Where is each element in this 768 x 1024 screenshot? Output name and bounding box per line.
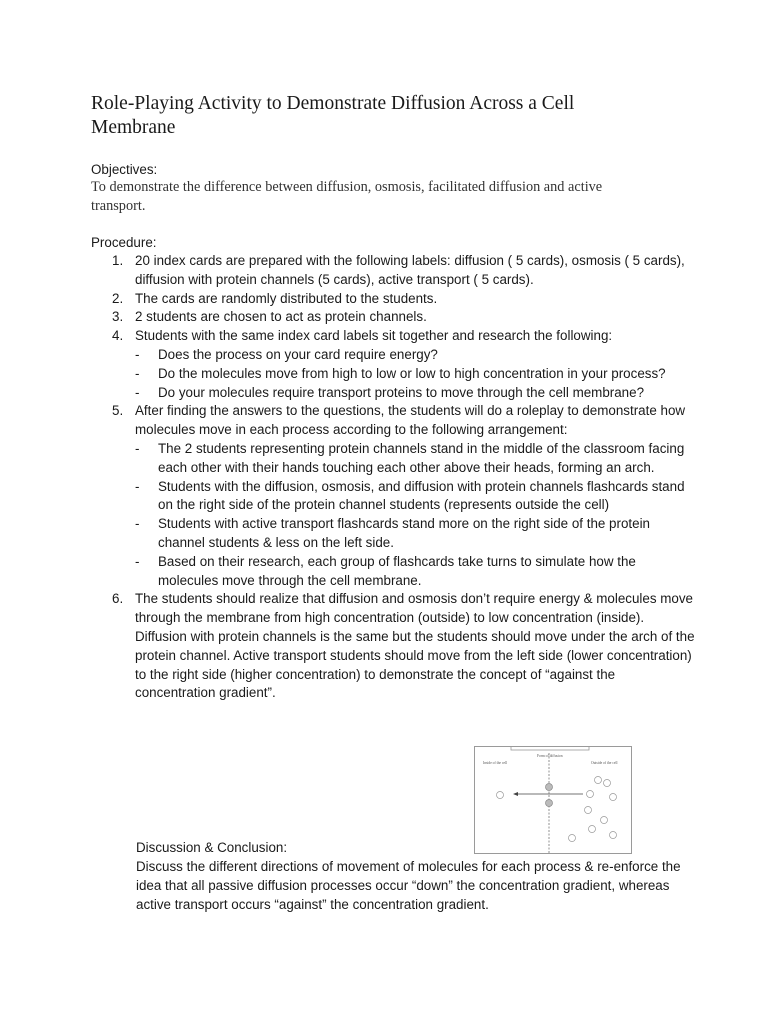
molecule bbox=[589, 826, 596, 833]
sub-list bbox=[135, 440, 691, 590]
sub-item-text: Do the molecules move from high to low or low to high concentration in your process? bbox=[158, 365, 666, 381]
molecule bbox=[604, 780, 611, 787]
step-text: 2 students are chosen to act as protein channels. bbox=[135, 309, 427, 325]
dash-bullet: - bbox=[135, 365, 140, 381]
discussion-text: Discuss the different directions of movement of molecules for each process & re-enforce the idea that all passive diffusion processes occur “down” the concentration gradient, whereas active transport occurs “against” the concentration gradient. bbox=[136, 859, 681, 912]
movement-arrowhead-icon bbox=[513, 792, 518, 796]
sub-item-text: Students with the diffusion, osmosis, and diffusion with protein channels flashcards stand on the right side of the protein channel students (represents outside the cell) bbox=[158, 478, 685, 513]
sub-list bbox=[135, 346, 691, 402]
objectives-text: To demonstrate the difference between diffusion, osmosis, facilitated diffusion and active transport. bbox=[91, 179, 603, 214]
procedure-step-6 bbox=[91, 590, 695, 703]
sub-item-text: Does the process on your card require energy? bbox=[158, 346, 438, 362]
dash-bullet: - bbox=[135, 516, 140, 532]
step-text: Students with the same index card labels sit together and research the following: bbox=[135, 328, 613, 344]
procedure-step-4 bbox=[91, 327, 691, 402]
sub-item-text: Based on their research, each group of flashcards take turns to simulate how the molecules move through the cell membrane. bbox=[158, 553, 636, 588]
step-number: 3. bbox=[112, 309, 124, 325]
molecule-inside bbox=[497, 792, 504, 799]
document-title: Role-Playing Activity to Demonstrate Diffusion Across a Cell Membrane bbox=[91, 93, 575, 138]
protein-channel-top bbox=[546, 784, 553, 791]
sub-item bbox=[135, 553, 691, 591]
protein-channel-bottom bbox=[546, 800, 553, 807]
molecule bbox=[610, 832, 617, 839]
dash-bullet: - bbox=[135, 553, 140, 569]
step-number: 1. bbox=[112, 253, 124, 268]
procedure-step-3 bbox=[91, 308, 691, 327]
sub-item bbox=[135, 478, 691, 516]
sub-item-text: The 2 students representing protein channels stand in the middle of the classroom facing each other with their hands touching each other above their heads, forming an arch. bbox=[158, 440, 685, 475]
step-number: 6. bbox=[112, 591, 124, 607]
step-text: The students should realize that diffusion and osmosis don’t require energy & molecules move through the membrane from high concentration (outside) to low concentration (inside). Diffusion with protein channels is the same but the students should move under the arch of the protein channel. Active transport students should move from the left side (lower concentration) to the right side (higher concentration) to demonstrate the concept of “against the concentration gradient”. bbox=[135, 591, 695, 701]
molecule bbox=[569, 835, 576, 842]
diagram-top-tab bbox=[511, 747, 589, 750]
discussion-label: Discussion & Conclusion: bbox=[136, 840, 288, 855]
procedure-label: Procedure: bbox=[91, 235, 157, 250]
dash-bullet: - bbox=[135, 384, 140, 400]
sub-item bbox=[135, 365, 691, 384]
diagram-outside-label: Outside of the cell bbox=[591, 761, 618, 765]
procedure-step-2 bbox=[91, 290, 691, 309]
membrane-diagram bbox=[474, 746, 632, 854]
procedure-step-1 bbox=[91, 252, 691, 290]
step-text: 20 index cards are prepared with the following labels: diffusion ( 5 cards), osmosis ( 5 cards), diffusion with protein channels (5 cards), active transport ( 5 cards). bbox=[135, 253, 685, 287]
sub-item-text: Do your molecules require transport proteins to move through the cell membrane? bbox=[158, 384, 645, 400]
sub-item bbox=[135, 346, 691, 365]
procedure-steps bbox=[91, 252, 695, 703]
diagram-inside-label: Inside of the cell bbox=[483, 761, 508, 765]
membrane-diagram-svg bbox=[475, 747, 631, 853]
step-number: 2. bbox=[112, 290, 124, 306]
procedure-step-5 bbox=[91, 402, 691, 590]
sub-item-text: Students with active transport flashcards stand more on the right side of the protein channel students & less on the left side. bbox=[158, 516, 651, 550]
molecule bbox=[610, 794, 617, 801]
step-number: 5. bbox=[112, 403, 124, 419]
dash-bullet: - bbox=[135, 346, 140, 362]
molecule bbox=[595, 777, 602, 784]
dash-bullet: - bbox=[135, 440, 140, 456]
objectives-label: Objectives: bbox=[91, 162, 158, 177]
molecule bbox=[587, 791, 594, 798]
step-number: 4. bbox=[112, 328, 124, 344]
sub-item bbox=[135, 440, 691, 478]
step-text: After finding the answers to the questions, the students will do a roleplay to demonstrate how molecules move in each process according to the following arrangement: bbox=[135, 403, 686, 438]
sub-item bbox=[135, 384, 691, 403]
diagram-top-label: Form of diffusion bbox=[537, 754, 563, 758]
molecule bbox=[601, 817, 608, 824]
step-text: The cards are randomly distributed to the students. bbox=[135, 290, 438, 306]
sub-item bbox=[135, 515, 691, 553]
dash-bullet: - bbox=[135, 478, 140, 494]
molecule bbox=[585, 807, 592, 814]
